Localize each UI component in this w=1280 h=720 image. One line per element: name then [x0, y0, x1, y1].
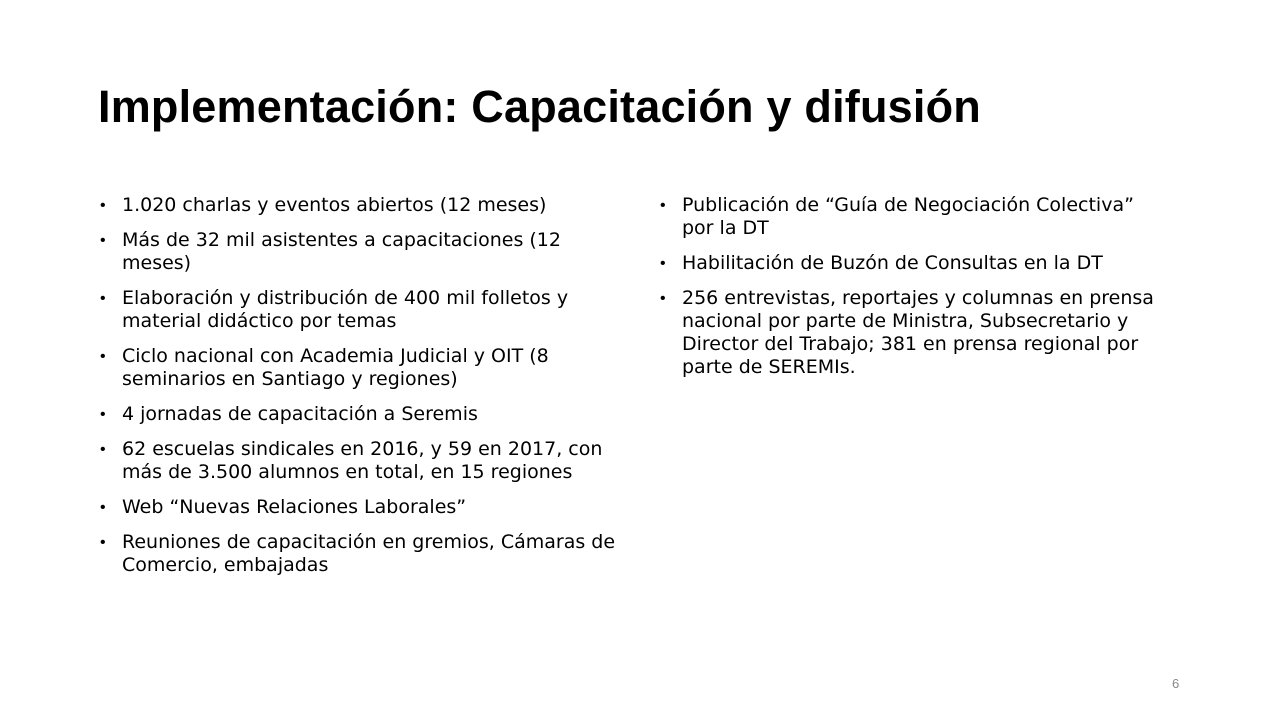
bullet-item [100, 438, 630, 484]
bullet-dot-icon: • [100, 232, 106, 249]
bullet-item [660, 252, 1160, 275]
page-number: 6 [1172, 676, 1180, 691]
bullet-text: 1.020 charlas y eventos abiertos (12 meses) [122, 194, 547, 216]
bullet-item [660, 287, 1160, 379]
bullet-dot-icon: • [100, 441, 106, 458]
bullet-item [100, 531, 630, 577]
bullet-item [100, 403, 630, 426]
bullet-dot-icon: • [100, 406, 106, 423]
bullet-text: Elaboración y distribución de 400 mil folletos y material didáctico por temas [122, 287, 569, 332]
bullet-text: Reuniones de capacitación en gremios, Cámaras de Comercio, embajadas [122, 531, 616, 576]
bullet-dot-icon: • [100, 348, 106, 365]
bullet-text: 4 jornadas de capacitación a Seremis [122, 403, 478, 425]
bullet-text: Publicación de “Guía de Negociación Colectiva” por la DT [682, 194, 1134, 239]
bullet-item [100, 496, 630, 519]
slide-title: Implementación: Capacitación y difusión [98, 81, 981, 132]
bullet-item [100, 287, 630, 333]
bullet-text: Ciclo nacional con Academia Judicial y OIT (8 seminarios en Santiago y regiones) [122, 345, 549, 390]
bullet-text: Web “Nuevas Relaciones Laborales” [122, 496, 467, 518]
bullet-dot-icon: • [660, 290, 666, 307]
bullet-item [100, 229, 630, 275]
bullet-dot-icon: • [100, 197, 106, 214]
bullet-item [100, 345, 630, 391]
bullet-text: 256 entrevistas, reportajes y columnas en prensa nacional por parte de Ministra, Subsecretario y Director del Trabajo; 381 en prensa regional por parte de SEREMIs. [682, 287, 1154, 378]
bullet-dot-icon: • [100, 290, 106, 307]
bullet-dot-icon: • [660, 197, 666, 214]
bullet-item [660, 194, 1160, 240]
right-bullet-list [660, 194, 1160, 391]
left-bullet-list [100, 194, 630, 589]
bullet-dot-icon: • [660, 255, 666, 272]
bullet-text: Habilitación de Buzón de Consultas en la DT [682, 252, 1103, 274]
bullet-text: Más de 32 mil asistentes a capacitaciones (12 meses) [122, 229, 561, 274]
bullet-dot-icon: • [100, 499, 106, 516]
bullet-dot-icon: • [100, 534, 106, 551]
bullet-text: 62 escuelas sindicales en 2016, y 59 en 2017, con más de 3.500 alumnos en total, en 15 regiones [122, 438, 603, 483]
bullet-item [100, 194, 630, 217]
